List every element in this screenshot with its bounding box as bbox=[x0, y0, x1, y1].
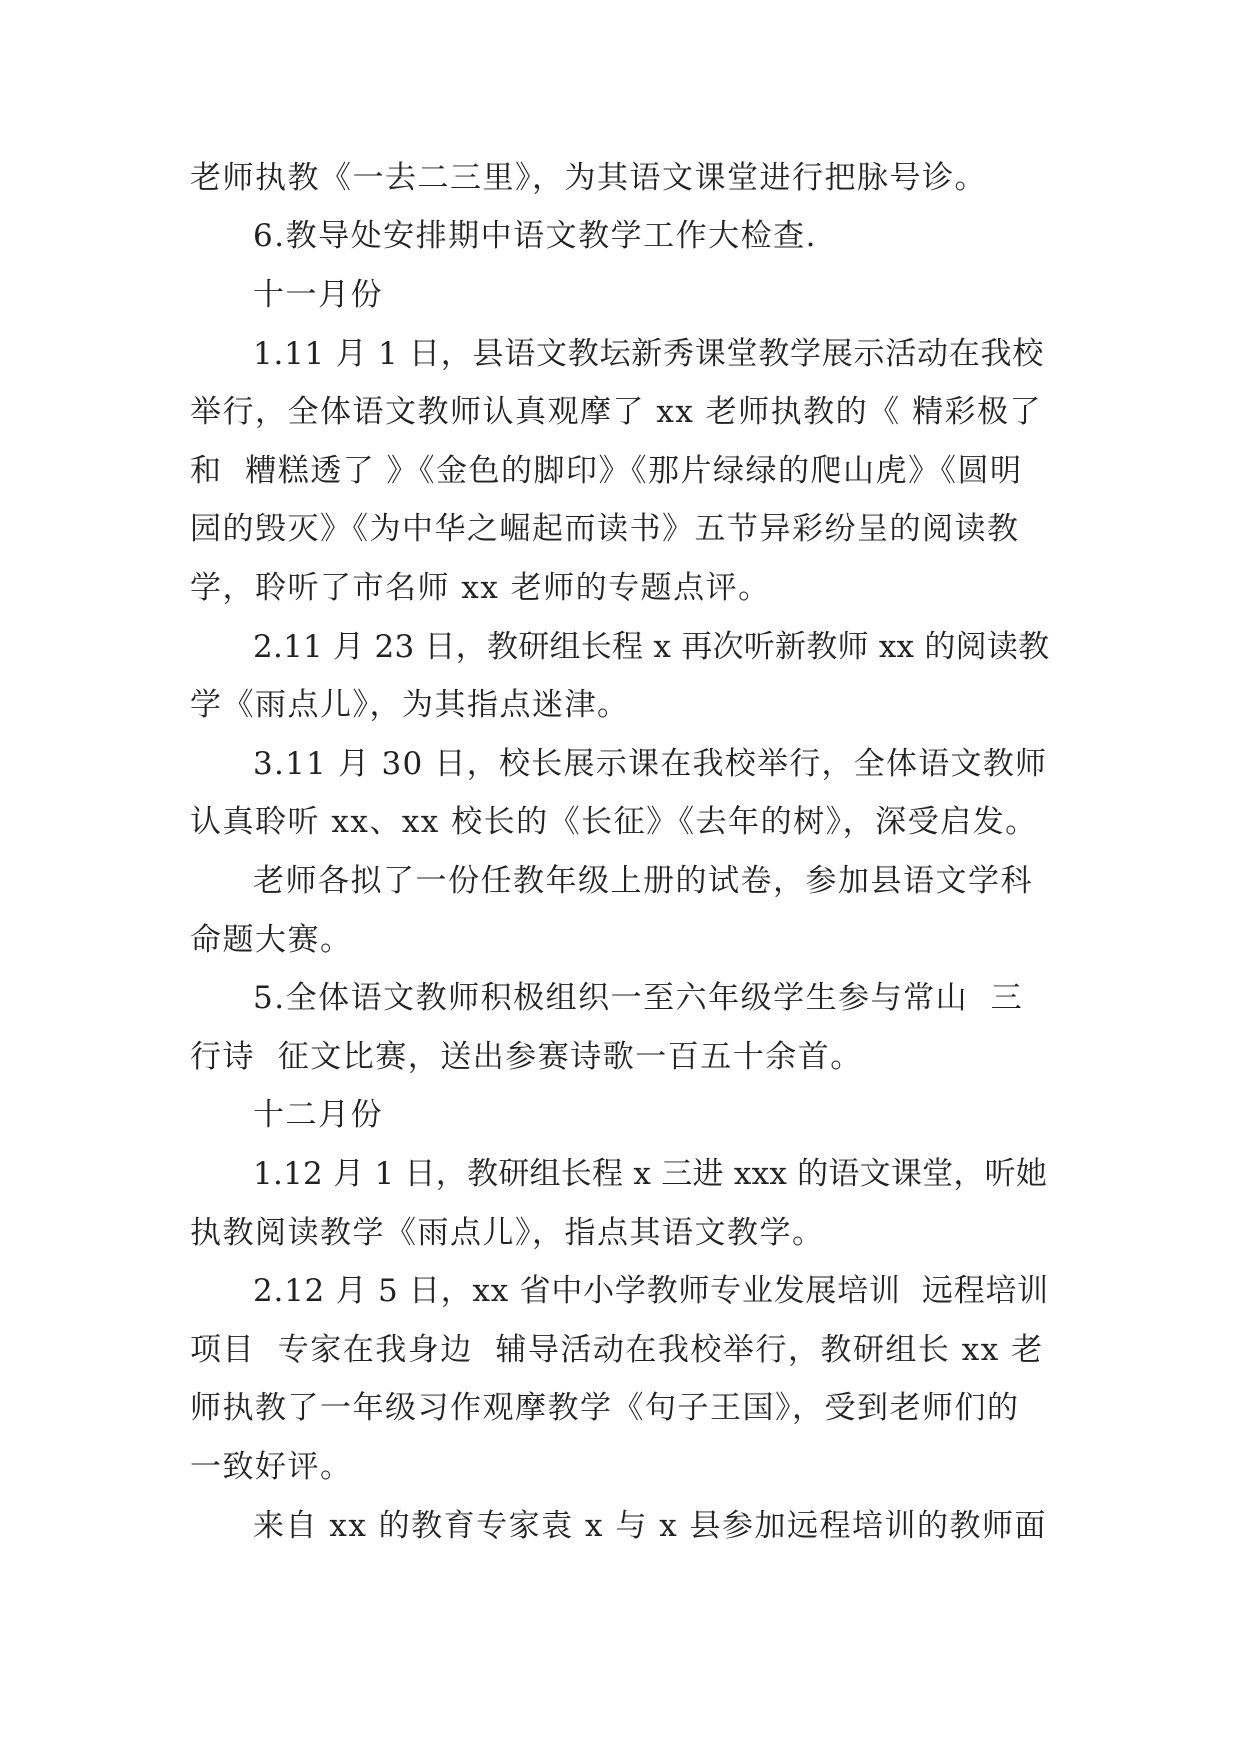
text-line: 学《雨点儿》，为其指点迷津。 bbox=[190, 687, 630, 723]
text-line: 认真聆听 xx、xx 校长的《长征》《去年的树》，深受启发。 bbox=[190, 804, 1038, 840]
text-line: 来自 xx 的教育专家袁 x 与 x 县参加远程培训的教师面 bbox=[253, 1508, 1048, 1544]
text-line: 学，聆听了市名师 xx 老师的专题点评。 bbox=[190, 570, 771, 606]
text-line: 命题大赛。 bbox=[190, 922, 353, 958]
section-heading-december: 十二月份 bbox=[253, 1097, 383, 1133]
text-line: 3.11 月 30 日，校长展示课在我校举行，全体语文教师 bbox=[253, 746, 1048, 782]
text-line: 2.11 月 23 日，教研组长程 x 再次听新教师 xx 的阅读教 bbox=[253, 629, 1050, 665]
text-line: 项目 专家在我身边 辅导活动在我校举行，教研组长 xx 老 bbox=[190, 1332, 1044, 1368]
text-line: 园的毁灭》《为中华之崛起而读书》五节异彩纷呈的阅读教 bbox=[190, 511, 1020, 547]
text-line: 举行，全体语文教师认真观摩了 xx 老师执教的《 精彩极了 bbox=[190, 394, 1043, 430]
text-line: 一致好评。 bbox=[190, 1449, 353, 1485]
section-heading-november: 十一月份 bbox=[253, 277, 383, 313]
text-line: 6.教导处安排期中语文教学工作大检查. bbox=[253, 218, 817, 254]
text-line: 2.12 月 5 日，xx 省中小学教师专业发展培训 远程培训 bbox=[253, 1273, 1049, 1309]
text-line: 和 糟糕透了 》《金色的脚印》《那片绿绿的爬山虎》《圆明 bbox=[190, 453, 1023, 489]
text-line: 老师各拟了一份任教年级上册的试卷，参加县语文学科 bbox=[253, 863, 1033, 899]
text-line: 1.12 月 1 日，教研组长程 x 三进 xxx 的语文课堂，听她 bbox=[253, 1156, 1048, 1192]
text-line: 执教阅读教学《雨点儿》，指点其语文教学。 bbox=[190, 1215, 825, 1251]
text-line: 行诗 征文比赛，送出参赛诗歌一百五十余首。 bbox=[190, 1039, 863, 1075]
text-line: 师执教了一年级习作观摩教学《句子王国》，受到老师们的 bbox=[190, 1390, 1020, 1426]
text-line: 老师执教《一去二三里》，为其语文课堂进行把脉号诊。 bbox=[190, 160, 987, 196]
text-line: 5.全体语文教师积极组织一至六年级学生参与常山 三 bbox=[253, 980, 1024, 1016]
text-line: 1.11 月 1 日，县语文教坛新秀课堂教学展示活动在我校 bbox=[253, 336, 1045, 372]
